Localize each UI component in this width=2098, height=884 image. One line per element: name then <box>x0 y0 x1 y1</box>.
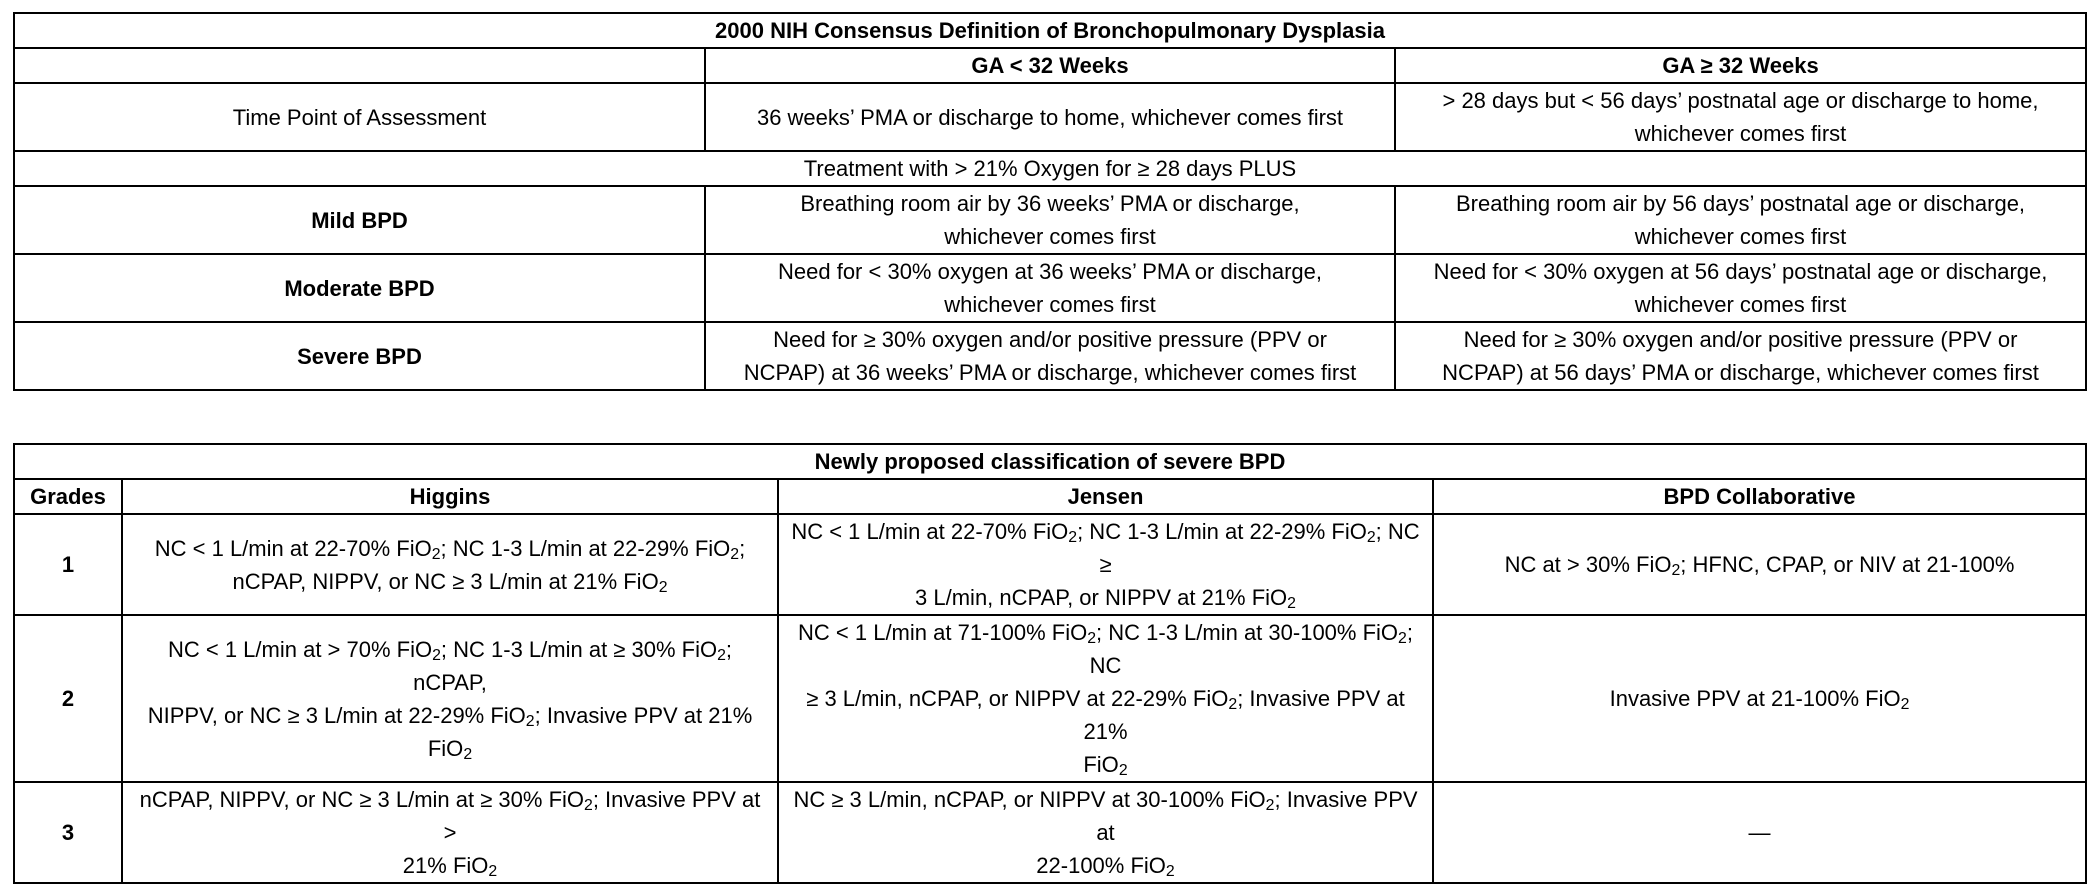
grade-1-higgins <box>122 514 778 615</box>
severe-bpd-label: Severe BPD <box>14 322 705 390</box>
text-fragment: ; NC 1-3 L/min at 30-100% FiO <box>1096 620 1399 645</box>
nih-header-empty <box>14 48 705 83</box>
subscript: 2 <box>1900 696 1910 714</box>
subscript: 2 <box>1068 529 1078 547</box>
text-fragment: ; NC 1-3 L/min at 22-29% FiO <box>440 535 731 561</box>
text-fragment: 21% FiO <box>402 853 489 878</box>
subscript: 2 <box>730 545 740 563</box>
treatment-criteria: Treatment with > 21% Oxygen for ≥ 28 days PLUS <box>14 151 2086 186</box>
subscript: 2 <box>717 646 726 664</box>
text-fragment: ; NC ≥ <box>1099 519 1420 577</box>
moderate-ge32-line1: Need for < 30% oxygen at 56 days’ postnatal age or discharge, <box>1433 259 2048 284</box>
severe-bpd-classification-table <box>13 443 2087 884</box>
subscript: 2 <box>1087 630 1097 648</box>
text-fragment: NIPPV, or NC ≥ 3 L/min at 22-29% FiO <box>147 702 526 728</box>
text-fragment: 3 L/min, nCPAP, or NIPPV at 21% FiO <box>915 585 1288 610</box>
text-fragment: ; Invasive PPV at 21% <box>1083 686 1405 744</box>
header-higgins: Higgins <box>122 479 778 514</box>
text-fragment: ; NC 1-3 L/min at 22-29% FiO <box>1077 519 1367 544</box>
text-fragment: ; Invasive PPV at > <box>443 787 761 845</box>
text-fragment: FiO <box>1083 752 1119 777</box>
moderate-lt32-line2: whichever comes first <box>944 292 1156 317</box>
time-point-label: Time Point of Assessment <box>14 83 705 151</box>
text-fragment: ; Invasive PPV at <box>1096 787 1418 845</box>
severe-ge32-line1: Need for ≥ 30% oxygen and/or positive pressure (PPV or <box>1463 327 2018 352</box>
mild-ge32-line1: Breathing room air by 56 days’ postnatal age or discharge, <box>1455 191 2026 216</box>
severe-bpd-lt32 <box>705 322 1395 390</box>
text-fragment: NC < 1 L/min at > 70% FiO <box>167 636 433 662</box>
grade-3-collaborative: — <box>1433 782 2086 883</box>
table-row <box>14 83 2086 151</box>
subscript: 2 <box>463 745 473 763</box>
subscript: 2 <box>1398 630 1407 648</box>
table-row <box>14 254 2086 322</box>
grade-3-higgins <box>122 782 778 883</box>
grade-2-jensen <box>778 615 1433 782</box>
grade-1-jensen <box>778 514 1433 615</box>
severe-bpd-ge32 <box>1395 322 2086 390</box>
header-jensen: Jensen <box>778 479 1433 514</box>
subscript: 2 <box>1228 696 1238 714</box>
time-point-ge32-line2: whichever comes first <box>1634 121 1847 146</box>
text-fragment: nCPAP, NIPPV, or NC ≥ 3 L/min at ≥ 30% FiO <box>139 787 585 812</box>
classification-table-title: Newly proposed classification of severe BPD <box>14 444 2086 479</box>
table-row <box>14 615 2086 782</box>
text-fragment: NC < 1 L/min at 22-70% FiO <box>791 519 1069 544</box>
text-fragment: NC < 1 L/min at 71-100% FiO <box>798 620 1088 645</box>
mild-lt32-line1: Breathing room air by 36 weeks’ PMA or discharge, <box>800 191 1300 216</box>
mild-bpd-label: Mild BPD <box>14 186 705 254</box>
grade-1: 1 <box>14 514 122 615</box>
mild-ge32-line2: whichever comes first <box>1634 224 1847 249</box>
subscript: 2 <box>431 545 441 563</box>
time-point-ge32-line1: > 28 days but < 56 days’ postnatal age or discharge to home, <box>1442 88 2039 113</box>
grade-1-collaborative <box>1433 514 2086 615</box>
subscript: 2 <box>1671 562 1681 580</box>
text-fragment: ; <box>739 535 746 561</box>
subscript: 2 <box>525 712 535 730</box>
nih-table-title: 2000 NIH Consensus Definition of Bronchopulmonary Dysplasia <box>14 13 2086 48</box>
subscript: 2 <box>1366 529 1376 547</box>
grade-2-collaborative <box>1433 615 2086 782</box>
table-row <box>14 186 2086 254</box>
time-point-lt32: 36 weeks’ PMA or discharge to home, whichever comes first <box>705 83 1395 151</box>
mild-lt32-line2: whichever comes first <box>944 224 1156 249</box>
nih-header-ga-ge32: GA ≥ 32 Weeks <box>1395 48 2086 83</box>
subscript: 2 <box>658 578 668 596</box>
table-row <box>14 514 2086 615</box>
subscript: 2 <box>488 863 498 881</box>
nih-header-ga-lt32: GA < 32 Weeks <box>705 48 1395 83</box>
header-bpd-collaborative: BPD Collaborative <box>1433 479 2086 514</box>
moderate-bpd-lt32 <box>705 254 1395 322</box>
text-fragment: ; HFNC, CPAP, or NIV at 21-100% <box>1680 552 2015 577</box>
table-row <box>14 322 2086 390</box>
severe-ge32-line2: NCPAP) at 56 days’ PMA or discharge, whichever comes first <box>1442 360 2039 385</box>
grade-3-jensen <box>778 782 1433 883</box>
subscript: 2 <box>584 797 593 815</box>
text-fragment: NC ≥ 3 L/min, nCPAP, or NIPPV at 30-100% FiO <box>793 787 1266 812</box>
grade-2-higgins <box>122 615 778 782</box>
text-fragment: ; nCPAP, <box>413 636 733 695</box>
moderate-bpd-ge32 <box>1395 254 2086 322</box>
moderate-lt32-line1: Need for < 30% oxygen at 36 weeks’ PMA or discharge, <box>778 259 1322 284</box>
mild-bpd-lt32 <box>705 186 1395 254</box>
time-point-ge32 <box>1395 83 2086 151</box>
subscript: 2 <box>1265 797 1275 815</box>
moderate-bpd-label: Moderate BPD <box>14 254 705 322</box>
moderate-ge32-line2: whichever comes first <box>1634 292 1847 317</box>
text-fragment: ≥ 3 L/min, nCPAP, or NIPPV at 22-29% FiO <box>806 686 1229 711</box>
text-fragment: ; NC <box>1089 620 1413 678</box>
header-grades: Grades <box>14 479 122 514</box>
text-fragment: NC < 1 L/min at 22-70% FiO <box>154 535 432 561</box>
subscript: 2 <box>1118 762 1128 780</box>
subscript: 2 <box>1287 595 1296 613</box>
subscript: 2 <box>1165 863 1175 881</box>
grade-2: 2 <box>14 615 122 782</box>
severe-lt32-line1: Need for ≥ 30% oxygen and/or positive pressure (PPV or <box>773 327 1327 352</box>
severe-lt32-line2: NCPAP) at 36 weeks’ PMA or discharge, whichever comes first <box>743 360 1357 385</box>
subscript: 2 <box>432 646 441 664</box>
text-fragment: ; Invasive PPV at 21% FiO <box>427 702 753 761</box>
table-row <box>14 782 2086 883</box>
mild-bpd-ge32 <box>1395 186 2086 254</box>
text-fragment: 22-100% FiO <box>1036 853 1166 878</box>
text-fragment: NC at > 30% FiO <box>1504 552 1672 577</box>
text-fragment: ; NC 1-3 L/min at ≥ 30% FiO <box>440 636 718 662</box>
nih-bpd-table <box>13 12 2087 391</box>
text-fragment: Invasive PPV at 21-100% FiO <box>1609 686 1901 711</box>
grade-3: 3 <box>14 782 122 883</box>
text-fragment: nCPAP, NIPPV, or NC ≥ 3 L/min at 21% FiO <box>232 568 659 594</box>
